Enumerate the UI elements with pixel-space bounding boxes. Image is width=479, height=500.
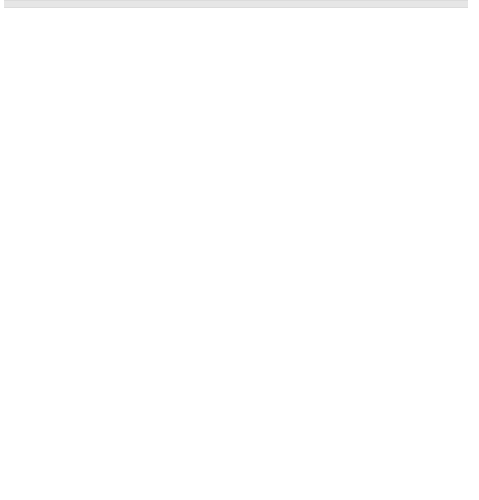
section-header <box>4 0 468 8</box>
product-list <box>4 0 468 8</box>
